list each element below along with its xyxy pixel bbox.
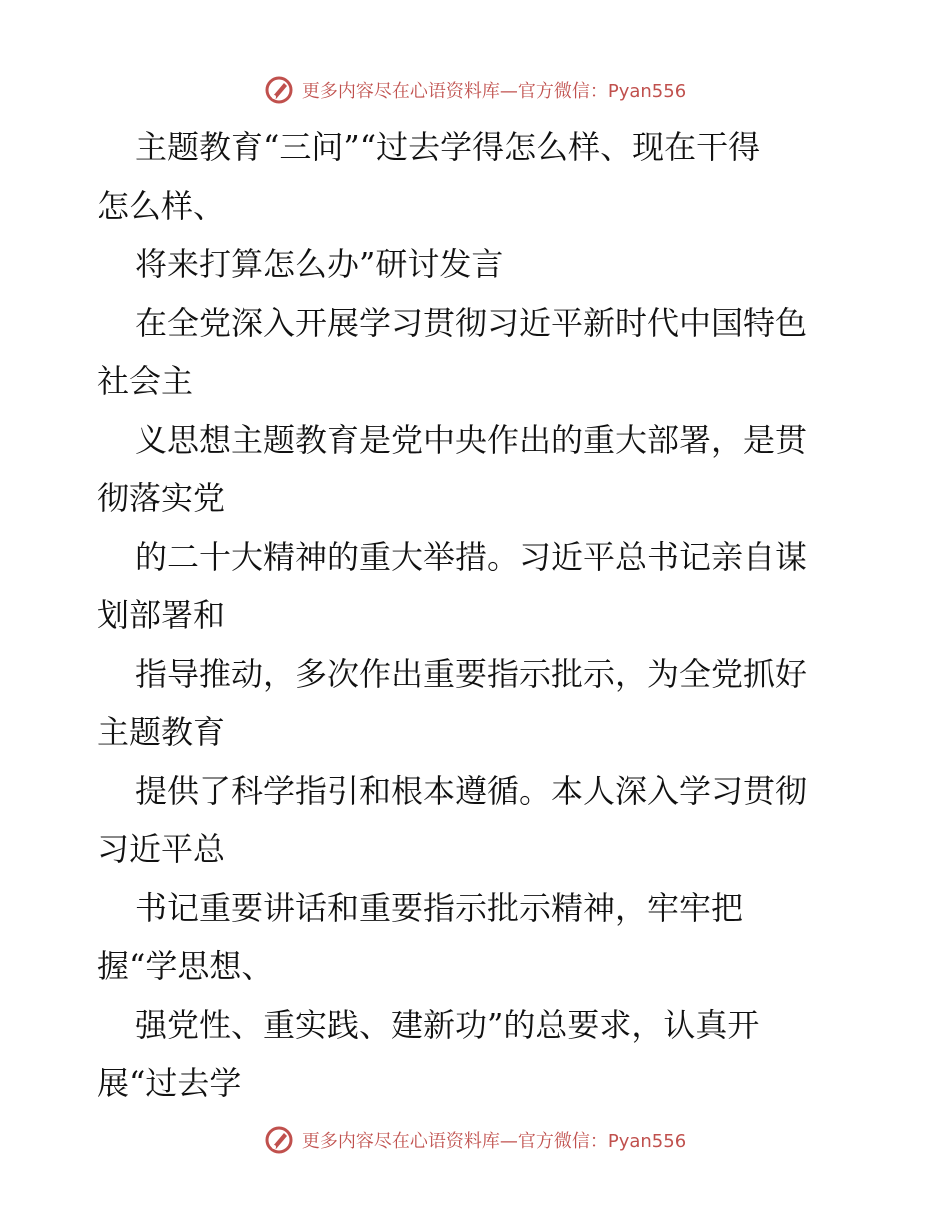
text-line: 习近平总 — [97, 830, 226, 868]
text-line: 将来打算怎么办”研讨发言 — [135, 245, 504, 283]
document-body — [97, 118, 857, 1113]
text-line: 提供了科学指引和根本遵循。本人深入学习贯彻 — [135, 771, 808, 810]
text-line: 展“过去学 — [97, 1064, 242, 1102]
text-line: 划部署和 — [97, 596, 226, 634]
text-line: 书记重要讲话和重要指示批示精神，牢牢把 — [135, 888, 744, 927]
pen-logo-icon — [264, 75, 294, 105]
text-line: 怎么样、 — [97, 186, 226, 225]
text-line: 强党性、重实践、建新功”的总要求，认真开 — [135, 1005, 760, 1044]
text-line: 彻落实党 — [97, 479, 226, 517]
text-line: 指导推动，多次作出重要指示批示，为全党抓好 — [135, 654, 808, 693]
text-line: 的二十大精神的重大举措。习近平总书记亲自谋 — [135, 537, 808, 576]
text-line: 主题教育“三问”“过去学得怎么样、现在干得 — [135, 128, 761, 166]
text-line: 社会主 — [97, 362, 194, 400]
header-watermark — [0, 70, 950, 110]
footer-watermark — [0, 1120, 950, 1160]
watermark-text: 更多内容尽在心语资料库—官方微信：Pyan556 — [301, 81, 687, 102]
text-line: 主题教育 — [97, 713, 226, 751]
watermark-text: 更多内容尽在心语资料库—官方微信：Pyan556 — [301, 1131, 687, 1152]
text-line: 握“学思想、 — [97, 947, 274, 985]
text-line: 在全党深入开展学习贯彻习近平新时代中国特色 — [135, 303, 808, 342]
text-line: 义思想主题教育是党中央作出的重大部署，是贯 — [135, 420, 808, 459]
pen-logo-icon — [264, 1125, 294, 1155]
